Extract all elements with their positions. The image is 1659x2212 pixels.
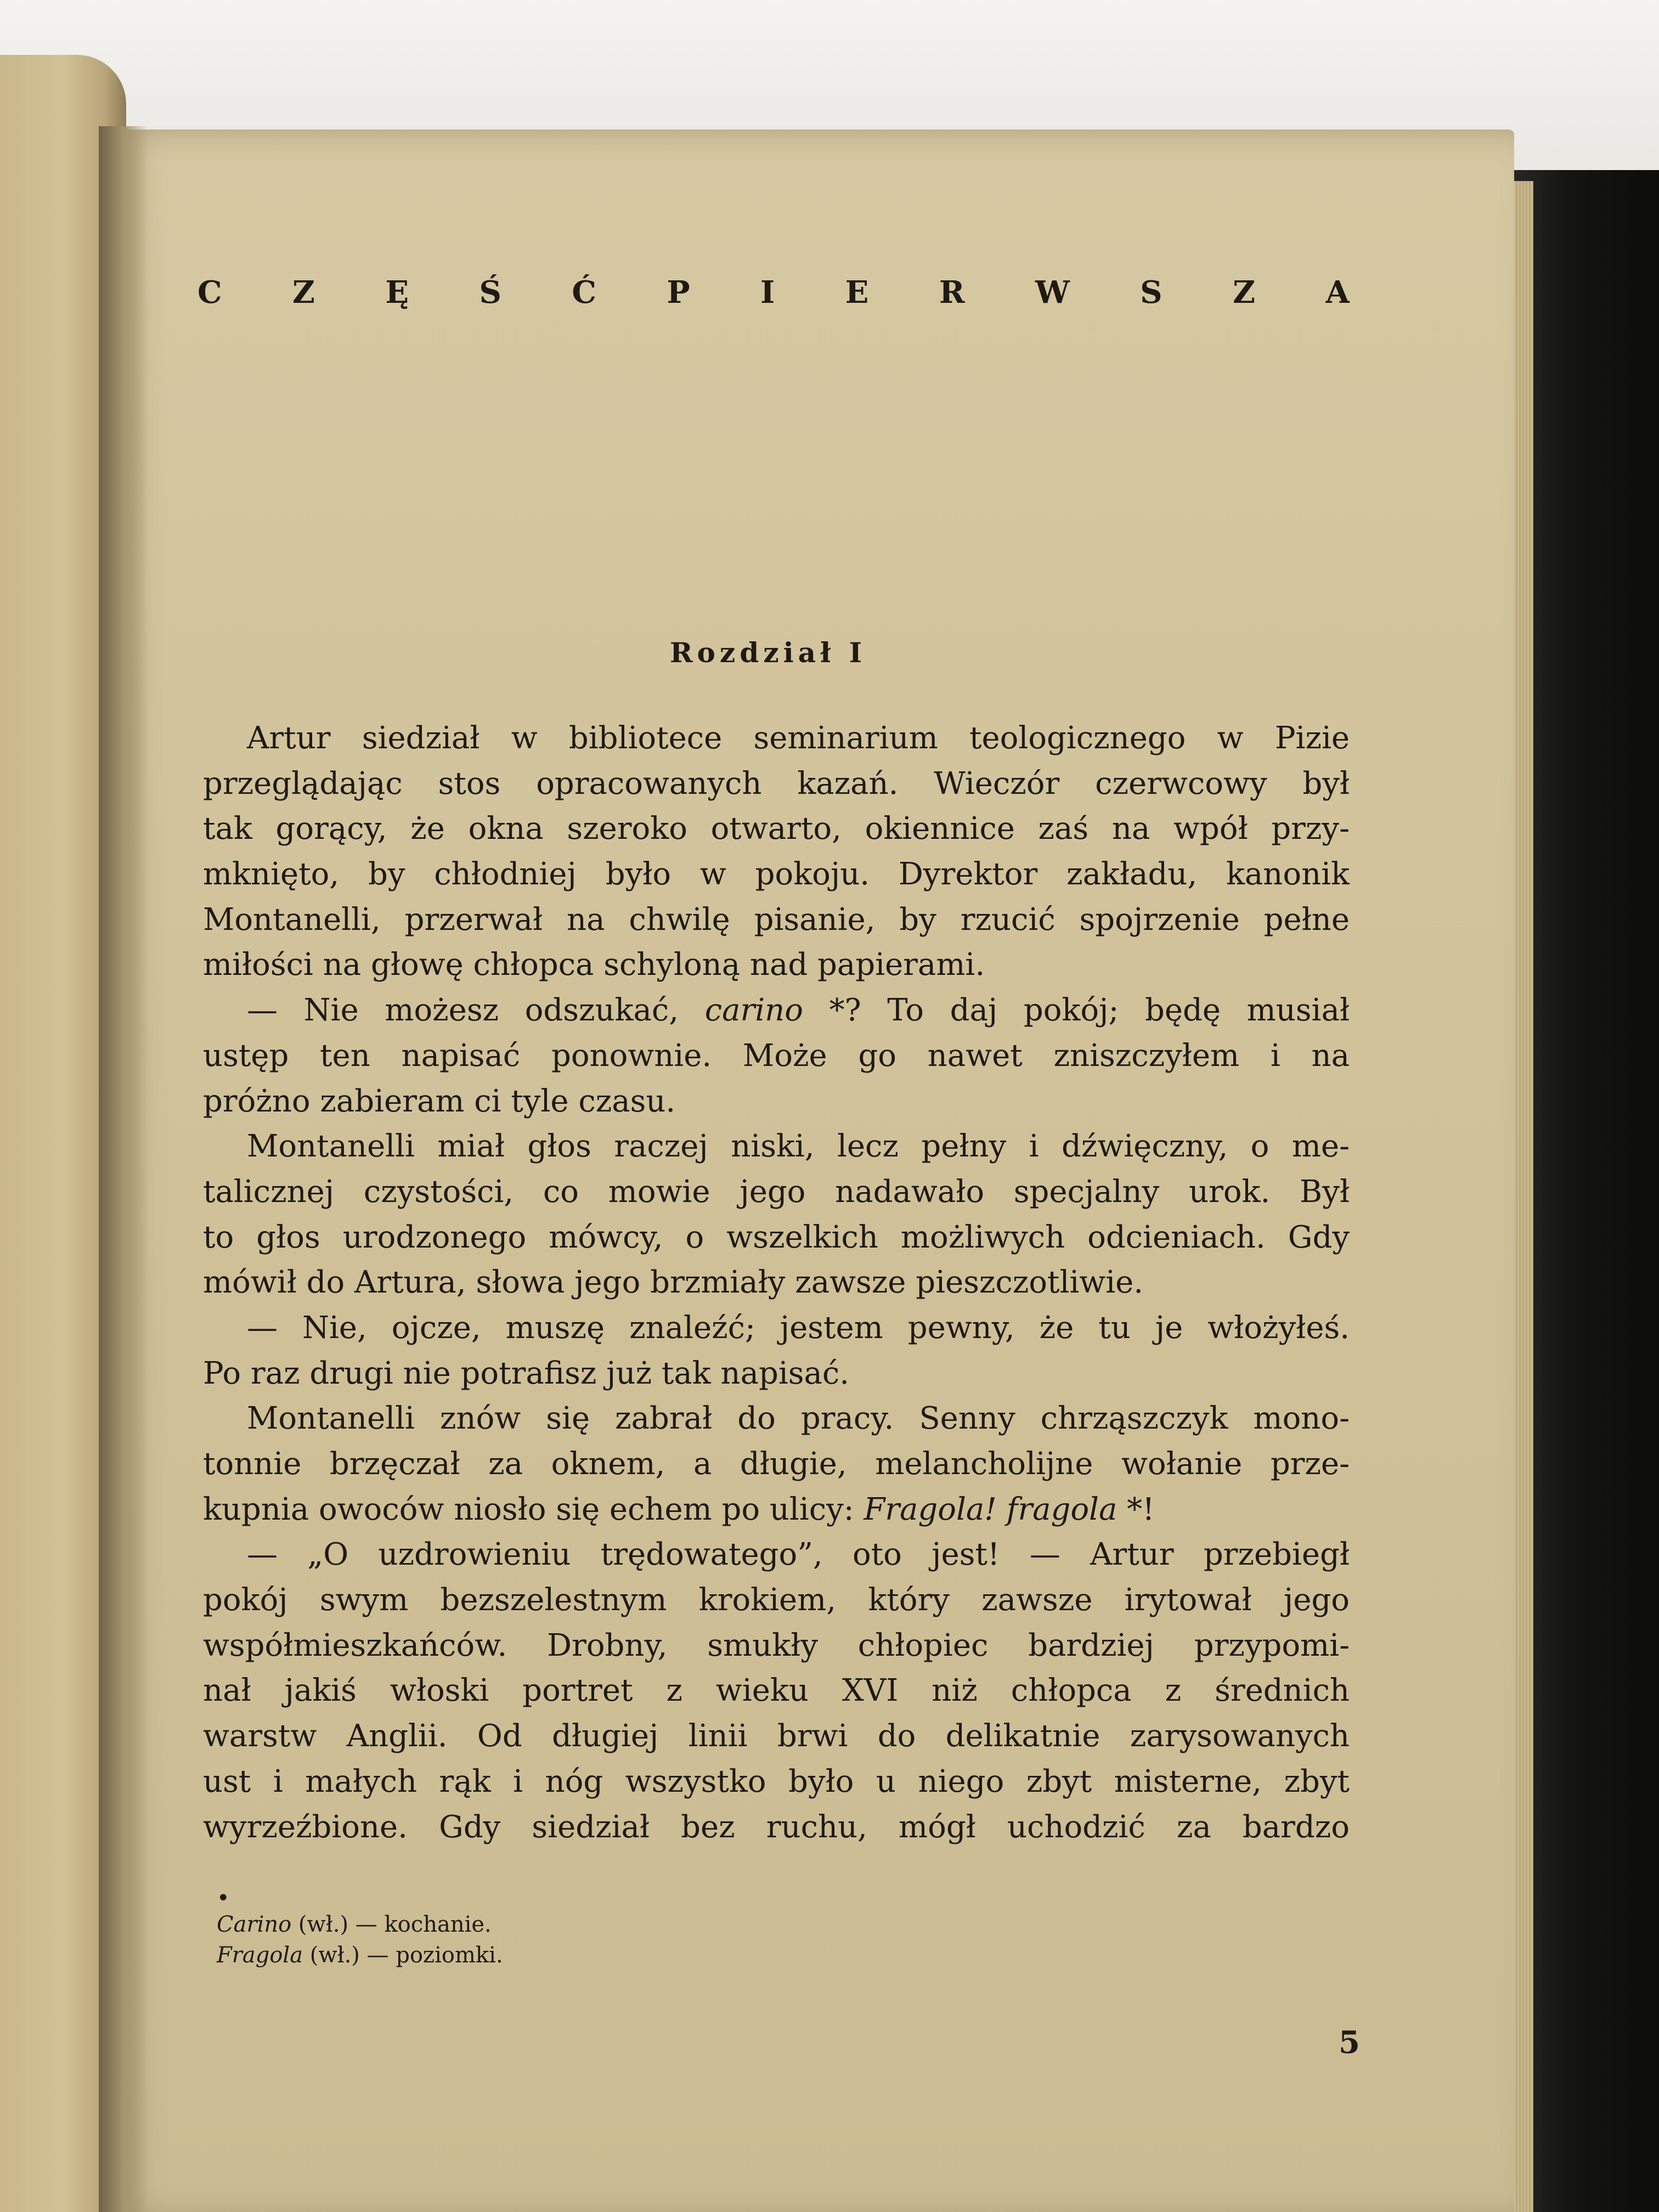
text-line: Montanelli, przerwał na chwilę pisanie, by rzucić spojrzenie pełne — [203, 901, 1350, 938]
section-heading-letter: P — [667, 274, 690, 311]
chapter-heading: Rozdział I — [669, 636, 867, 669]
text-segment: — Nie możesz odszukać, — [247, 992, 705, 1029]
text-line: tonnie brzęczał za oknem, a długie, melancholijne wołanie prze- — [203, 1446, 1350, 1482]
footnote — [217, 1909, 875, 1940]
footnotes — [217, 1887, 875, 1971]
body-text — [203, 716, 1350, 1850]
footnote-definition: (wł.) — kochanie. — [291, 1912, 492, 1937]
section-heading-letter: Ć — [572, 274, 596, 311]
text-line — [203, 1487, 1350, 1533]
section-heading-letter: C — [198, 274, 222, 311]
text-line: — Nie, ojcze, muszę znaleźć; jestem pewny, że tu je włożyłeś. — [247, 1310, 1350, 1346]
text-line: to głos urodzonego mówcy, o wszelkich możliwych odcieniach. Gdy — [203, 1219, 1350, 1255]
page-number: 5 — [1339, 2024, 1360, 2061]
text-segment: *? To daj pokój; będę musiał — [803, 992, 1350, 1029]
text-line: nał jakiś włoski portret z wieku XVI niż chłopca z średnich — [203, 1673, 1350, 1709]
text-line: próżno zabieram ci tyle czasu. — [203, 1083, 676, 1119]
section-heading-letter: A — [1325, 274, 1350, 311]
section-heading-letter: Ę — [385, 274, 409, 311]
section-heading-letter: I — [760, 274, 775, 311]
footnote-term: Fragola — [217, 1943, 303, 1968]
section-heading-letter: W — [1035, 274, 1070, 311]
footnote-term: Carino — [217, 1912, 292, 1937]
section-heading-letter: R — [939, 274, 965, 311]
text-line: — „O uzdrowieniu trędowatego”, oto jest! — Artur przebiegł — [247, 1537, 1350, 1573]
text-line: warstw Anglii. Od długiej linii brwi do delikatnie zarysowanych — [203, 1718, 1350, 1754]
section-heading-letter: Z — [292, 274, 315, 311]
text-line: mknięto, by chłodniej było w pokoju. Dyrektor zakładu, kanonik — [203, 856, 1350, 893]
section-heading-letter: Z — [1233, 274, 1255, 311]
text-line: miłości na głowę chłopca schyloną nad papierami. — [203, 947, 985, 983]
text-line: Artur siedział w bibliotece seminarium teologicznego w Pizie — [247, 720, 1350, 756]
footnote-list — [217, 1909, 875, 1971]
section-heading-letter: E — [845, 274, 869, 311]
footnote — [217, 1940, 875, 1971]
footnote-marker: • — [217, 1886, 230, 1911]
text-line: Montanelli miał głos raczej niski, lecz pełny i dźwięczny, o me- — [247, 1128, 1350, 1165]
text-line: przeglądając stos opracowanych kazań. Wieczór czerwcowy był — [203, 765, 1350, 802]
section-heading-letter: Ś — [479, 274, 501, 311]
section-heading — [198, 274, 1350, 311]
text-line: Po raz drugi nie potrafisz już tak napisać. — [203, 1355, 850, 1391]
text-line — [203, 988, 1350, 1034]
text-segment: *! — [1117, 1491, 1155, 1527]
text-line: Montanelli znów się zabrał do pracy. Senny chrząszczyk mono- — [247, 1401, 1350, 1437]
text-line: ustęp ten napisać ponownie. Może go nawet zniszczyłem i na — [203, 1037, 1350, 1074]
footnote-definition: (wł.) — poziomki. — [303, 1943, 503, 1968]
text-line: wyrzeźbione. Gdy siedział bez ruchu, mógł uchodzić za bardzo — [203, 1809, 1350, 1845]
text-line: talicznej czystości, co mowie jego nadawało specjalny urok. Był — [203, 1173, 1350, 1210]
text-line: ust i małych rąk i nóg wszystko było u niego zbyt misterne, zbyt — [203, 1763, 1350, 1799]
text-line: pokój swym bezszelestnym krokiem, który zawsze irytował jego — [203, 1582, 1350, 1618]
italic-term: carino — [704, 992, 803, 1029]
italic-term: Fragola! fragola — [864, 1491, 1118, 1527]
section-heading-letter: S — [1140, 274, 1163, 311]
text-line: współmieszkańców. Drobny, smukły chłopiec bardziej przypomi- — [203, 1627, 1350, 1663]
text-segment: kupnia owoców niosło się echem po ulicy: — [203, 1491, 864, 1527]
text-line: tak gorący, że okna szeroko otwarto, okiennice zaś na wpół przy- — [203, 811, 1350, 847]
text-line: mówił do Artura, słowa jego brzmiały zawsze pieszczotliwie. — [203, 1265, 1144, 1301]
